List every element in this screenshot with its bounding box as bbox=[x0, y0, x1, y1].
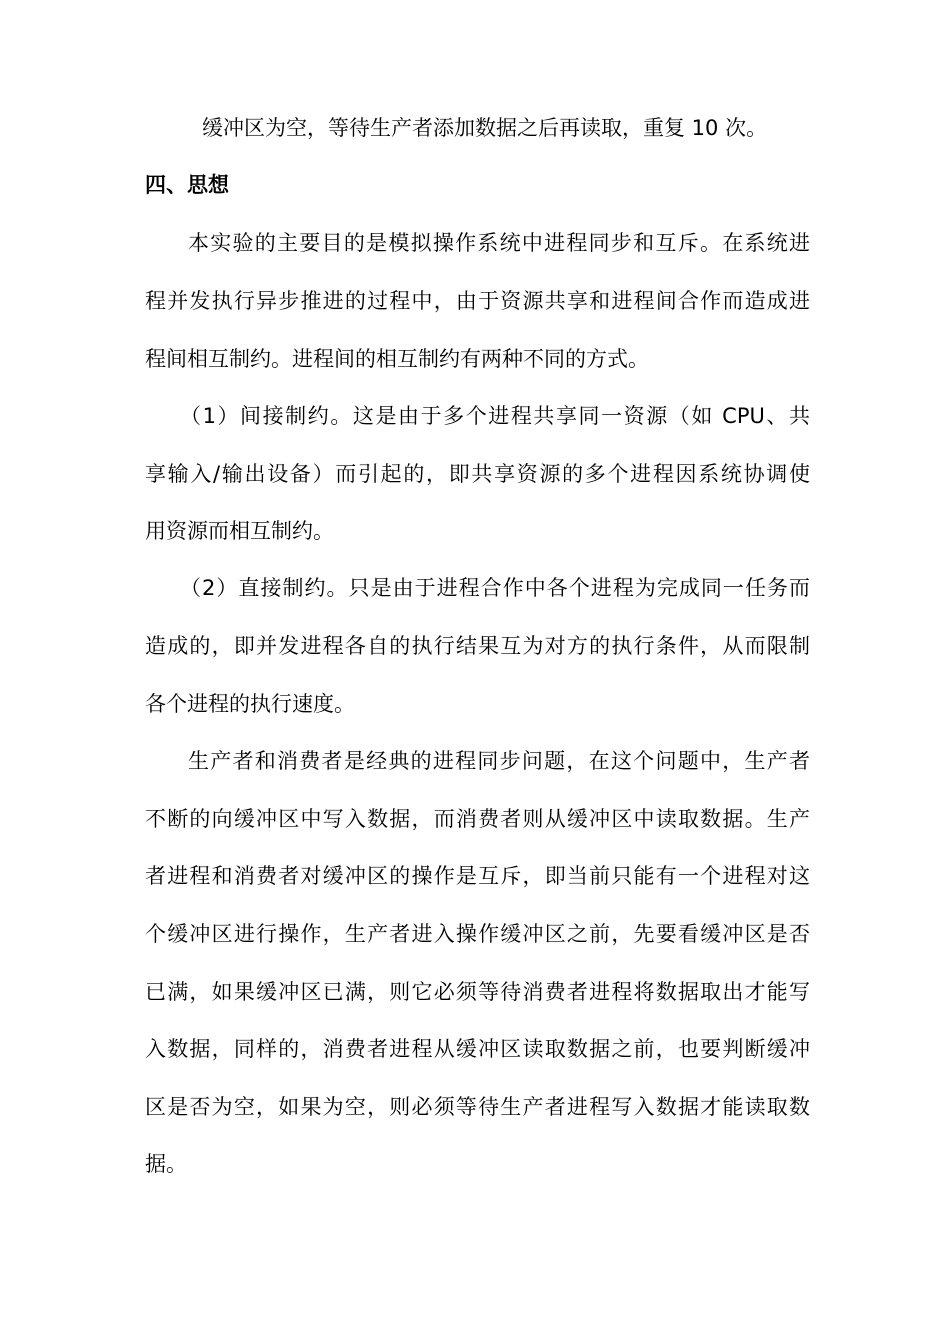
paragraph-3-line-1: （2）直接制约。只是由于进程合作中各个进程为完成同一任务而 bbox=[180, 576, 810, 600]
paragraph-4-line-5: 已满，如果缓冲区已满，则它必须等待消费者进程将数据取出才能写 bbox=[145, 980, 810, 1004]
paragraph-4-line-8: 据。 bbox=[145, 1152, 187, 1176]
paragraph-1-line-3: 程间相互制约。进程间的相互制约有两种不同的方式。 bbox=[145, 347, 649, 371]
paragraph-4-line-3: 者进程和消费者对缓冲区的操作是互斥，即当前只能有一个进程对这 bbox=[145, 864, 810, 888]
paragraph-4-line-2: 不断的向缓冲区中写入数据，而消费者则从缓冲区中读取数据。生产 bbox=[145, 807, 810, 831]
paragraph-4-line-6: 入数据，同样的，消费者进程从缓冲区读取数据之前，也要判断缓冲 bbox=[145, 1037, 810, 1061]
paragraph-4-line-1: 生产者和消费者是经典的进程同步问题，在这个问题中，生产者 bbox=[188, 749, 810, 773]
paragraph-1-line-1: 本实验的主要目的是模拟操作系统中进程同步和互斥。在系统进 bbox=[188, 231, 810, 255]
paragraph-2-line-2: 享输入/输出设备）而引起的，即共享资源的多个进程因系统协调使 bbox=[145, 462, 810, 486]
paragraph-3-line-3: 各个进程的执行速度。 bbox=[145, 692, 355, 716]
section-heading: 四、思想 bbox=[145, 173, 229, 197]
paragraph-4-line-7: 区是否为空，如果为空，则必须等待生产者进程写入数据才能读取数 bbox=[145, 1095, 810, 1119]
paragraph-2-line-3: 用资源而相互制约。 bbox=[145, 519, 334, 543]
paragraph-4-line-4: 个缓冲区进行操作，生产者进入操作缓冲区之前，先要看缓冲区是否 bbox=[145, 922, 810, 946]
paragraph-1-line-2: 程并发执行异步推进的过程中，由于资源共享和进程间合作而造成进 bbox=[145, 289, 810, 313]
intro-line: 缓冲区为空，等待生产者添加数据之后再读取，重复 10 次。 bbox=[202, 116, 768, 140]
paragraph-2-line-1: （1）间接制约。这是由于多个进程共享同一资源（如 CPU、共 bbox=[180, 404, 810, 428]
paragraph-3-line-2: 造成的，即并发进程各自的执行结果互为对方的执行条件，从而限制 bbox=[145, 634, 810, 658]
